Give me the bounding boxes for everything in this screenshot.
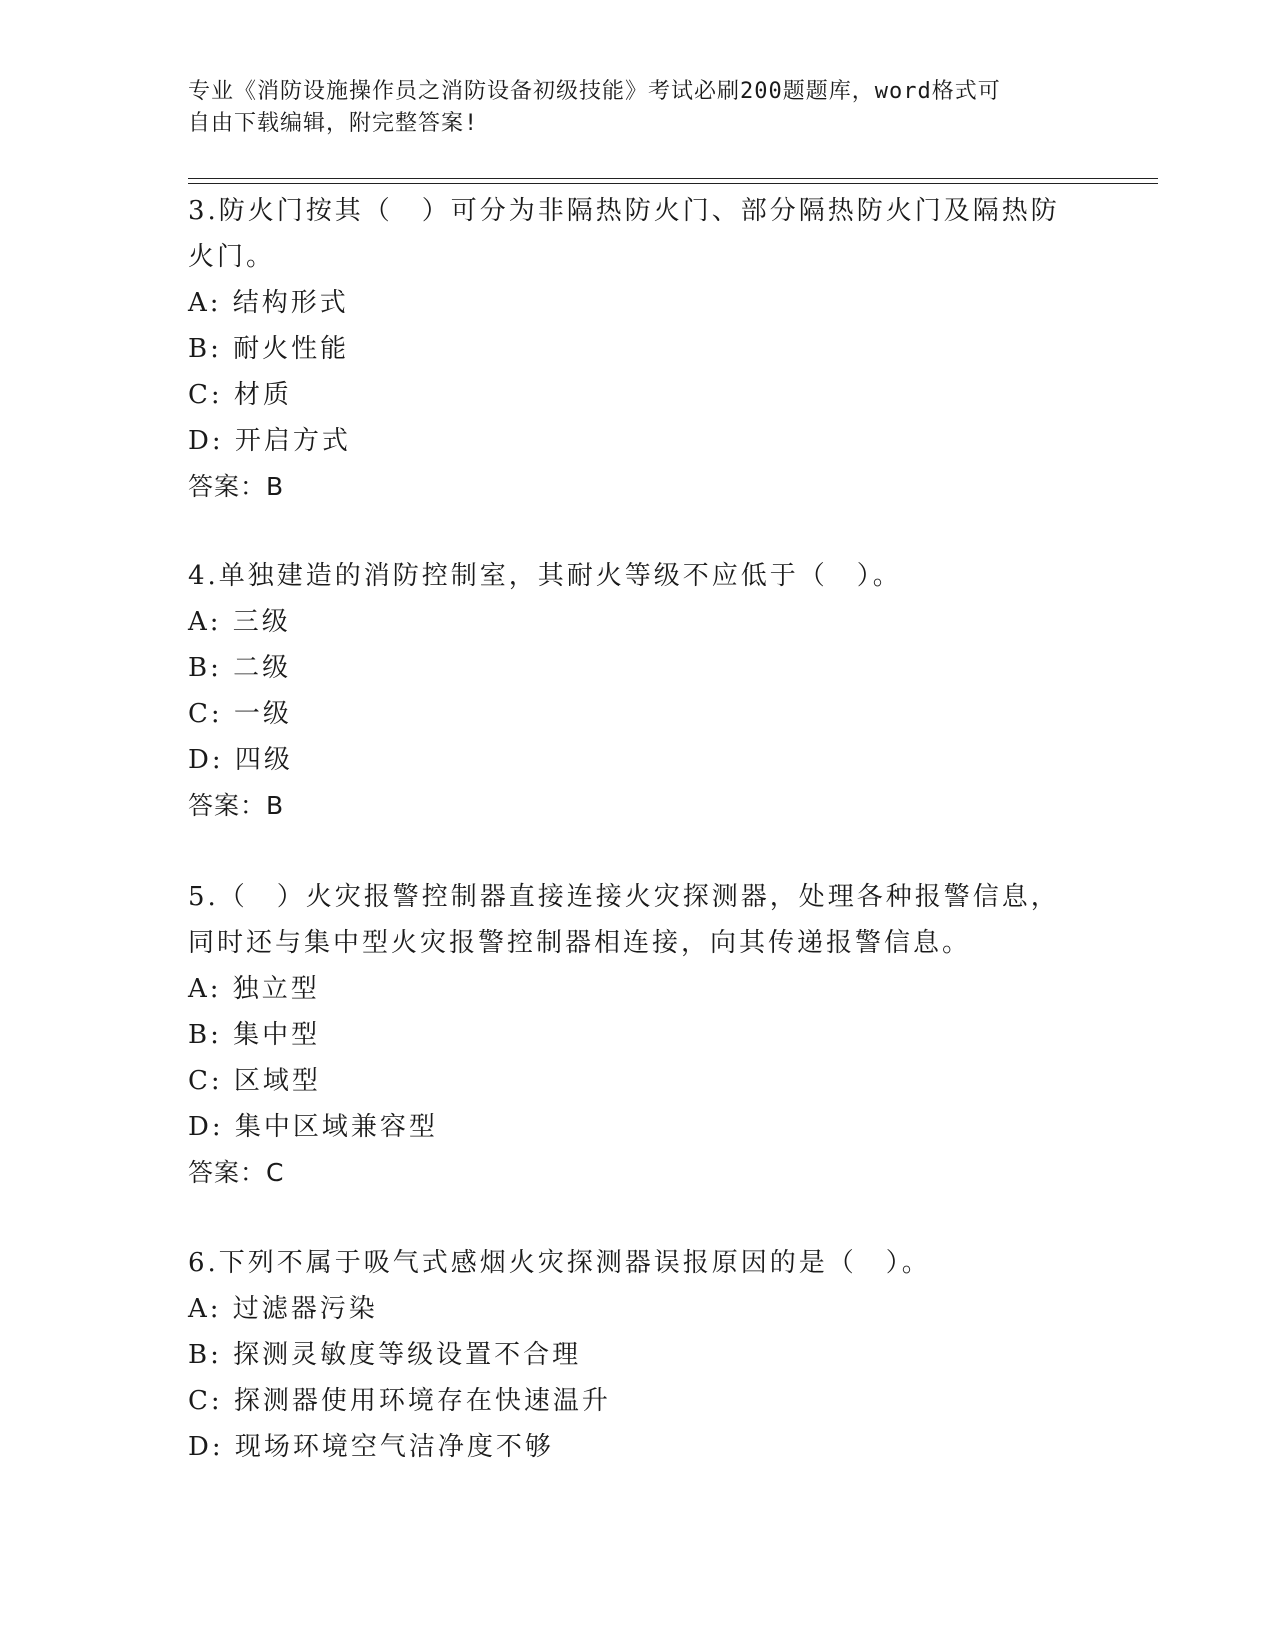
header-line-2: 自由下载编辑，附完整答案! <box>188 111 479 136</box>
option-d: D: 四级 <box>188 745 293 775</box>
option-b: B: 探测灵敏度等级设置不合理 <box>188 1340 582 1370</box>
option-c: C: 材质 <box>188 380 292 410</box>
question-stem-line: 6.下列不属于吸气式感烟火灾探测器误报原因的是（ ）。 <box>188 1248 931 1278</box>
header-divider-bottom <box>188 183 1158 184</box>
option-c: C: 探测器使用环境存在快速温升 <box>188 1386 611 1416</box>
option-a: A: 独立型 <box>188 974 320 1004</box>
question-4 <box>188 553 1088 829</box>
answer-text: 答案：B <box>188 472 285 501</box>
question-stem <box>188 553 1088 599</box>
question-3 <box>188 188 1088 510</box>
question-6 <box>188 1240 1088 1470</box>
option-a: A: 过滤器污染 <box>188 1294 378 1324</box>
option-d: D: 集中区域兼容型 <box>188 1112 438 1142</box>
option-a: A: 结构形式 <box>188 288 349 318</box>
question-5 <box>188 874 1088 1196</box>
answer-text: 答案：C <box>188 1158 285 1187</box>
option-c: C: 一级 <box>188 699 292 729</box>
option-a: A: 三级 <box>188 607 291 637</box>
question-stem <box>188 188 1088 280</box>
question-stem-line: 火门。 <box>188 242 276 272</box>
question-stem-line: 5.（ ）火灾报警控制器直接连接火灾探测器，处理各种报警信息， <box>188 882 1060 912</box>
header-divider-top <box>188 178 1158 179</box>
question-stem <box>188 874 1088 966</box>
question-stem-line: 3.防火门按其（ ）可分为非隔热防火门、部分隔热防火门及隔热防 <box>188 196 1060 226</box>
answer-text: 答案：B <box>188 791 285 820</box>
option-c: C: 区域型 <box>188 1066 321 1096</box>
option-b: B: 耐火性能 <box>188 334 350 364</box>
question-stem-line: 同时还与集中型火灾报警控制器相连接，向其传递报警信息。 <box>188 928 972 958</box>
question-stem-line: 4.单独建造的消防控制室，其耐火等级不应低于（ ）。 <box>188 561 902 591</box>
option-b: B: 二级 <box>188 653 292 683</box>
header-line-1: 专业《消防设施操作员之消防设备初级技能》考试必刷200题题库，word格式可 <box>188 79 1001 104</box>
option-d: D: 现场环境空气洁净度不够 <box>188 1432 554 1462</box>
option-d: D: 开启方式 <box>188 426 351 456</box>
document-header <box>188 76 1068 140</box>
option-b: B: 集中型 <box>188 1020 321 1050</box>
question-stem <box>188 1240 1088 1286</box>
